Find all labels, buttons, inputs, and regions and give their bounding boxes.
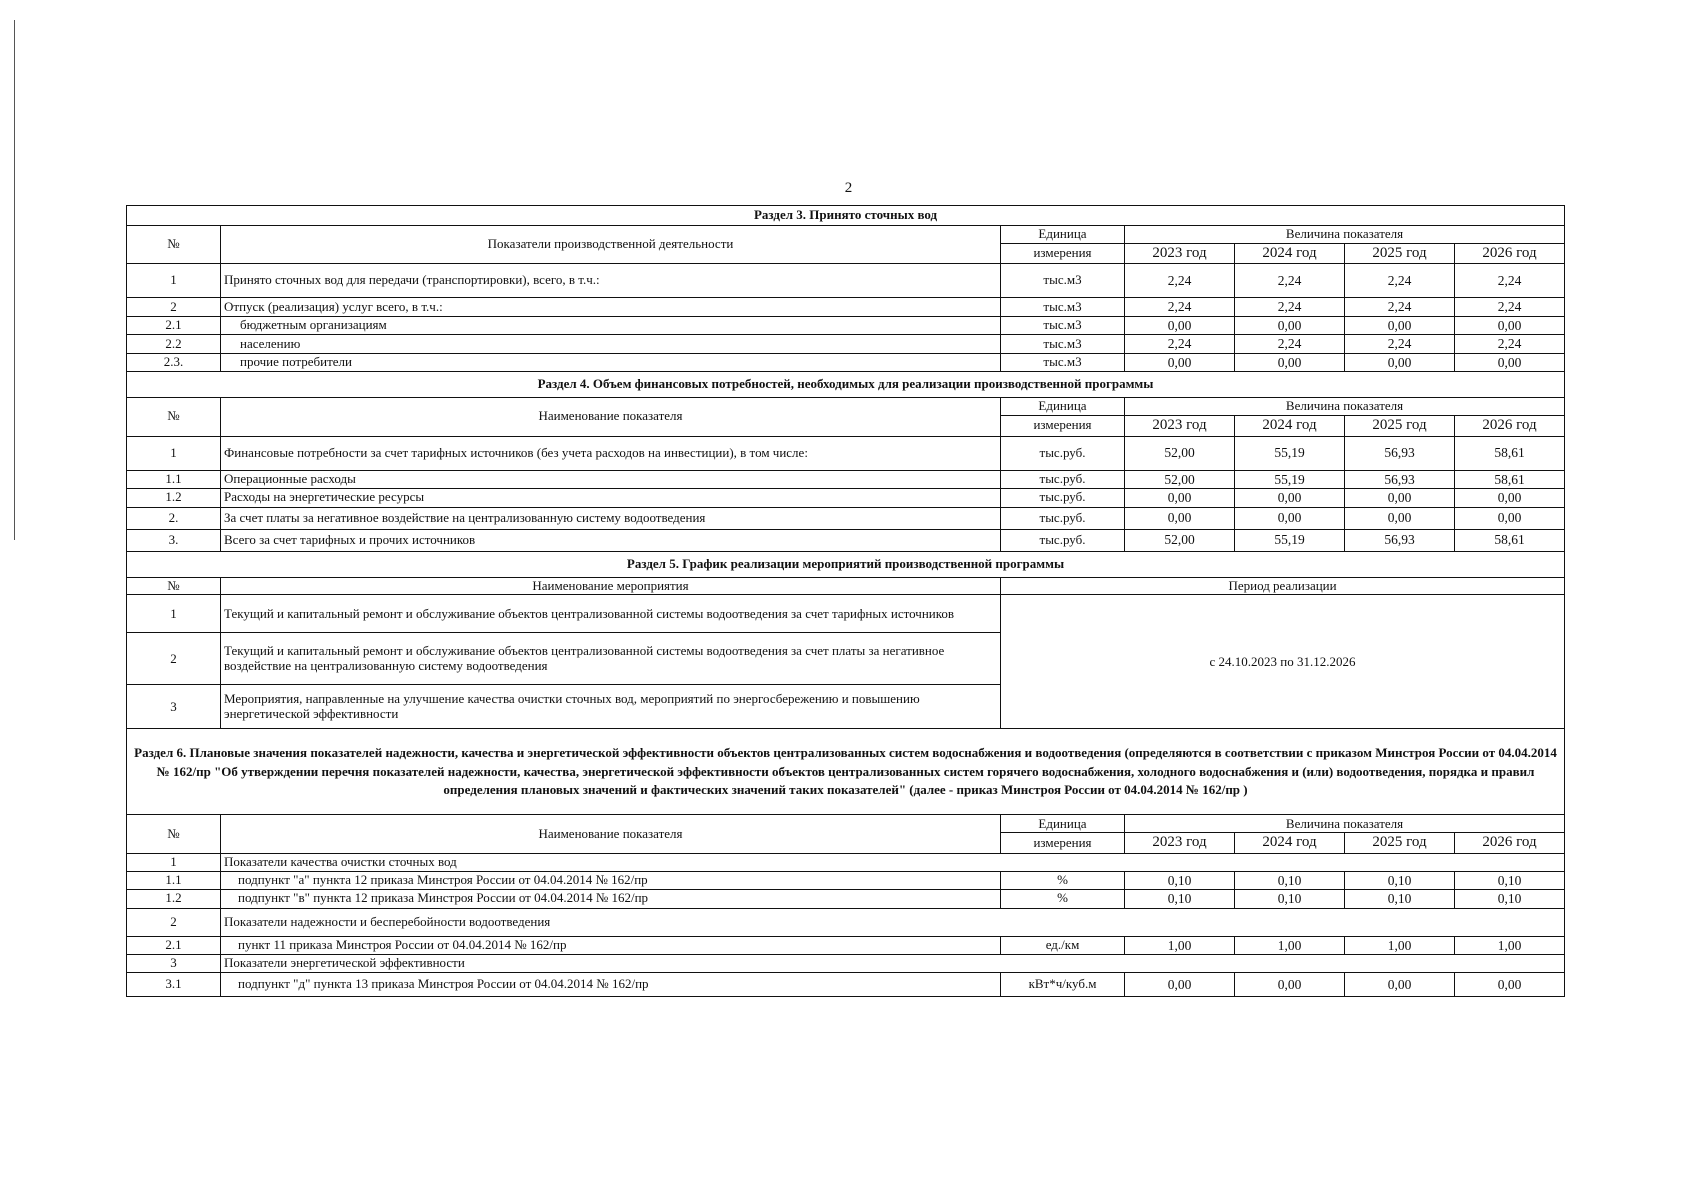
row-value: 0,10 bbox=[1125, 890, 1235, 909]
section6-header-row bbox=[127, 815, 1565, 833]
row-value: 0,00 bbox=[1235, 353, 1345, 372]
row-name-text: пункт 11 приказа Минстроя России от 04.04.2014 № 162/пр bbox=[238, 936, 567, 952]
section3-year: 2025 год bbox=[1345, 244, 1455, 264]
row-unit: % bbox=[1001, 890, 1125, 909]
row-name: Финансовые потребности за счет тарифных источников (без учета расходов на инвестиции), в том числе: bbox=[221, 436, 1001, 470]
table-row-group bbox=[127, 908, 1565, 936]
row-unit: тыс.м3 bbox=[1001, 316, 1125, 335]
row-value: 0,00 bbox=[1125, 507, 1235, 529]
row-value: 1,00 bbox=[1345, 936, 1455, 955]
row-value: 0,10 bbox=[1455, 871, 1565, 890]
row-name bbox=[221, 890, 1001, 909]
section6-year: 2026 год bbox=[1455, 833, 1565, 853]
row-value: 0,00 bbox=[1125, 489, 1235, 508]
table-row bbox=[127, 436, 1565, 470]
section6-header-unit-line2: измерения bbox=[1001, 833, 1125, 853]
row-num: 1.2 bbox=[127, 489, 221, 508]
document-sheet bbox=[126, 205, 1564, 997]
row-value: 0,10 bbox=[1455, 890, 1565, 909]
row-unit: тыс.руб. bbox=[1001, 529, 1125, 551]
row-name bbox=[221, 936, 1001, 955]
row-value: 2,24 bbox=[1345, 298, 1455, 317]
row-value: 0,10 bbox=[1345, 871, 1455, 890]
row-name bbox=[221, 353, 1001, 372]
table-row bbox=[127, 507, 1565, 529]
section4-title-row bbox=[127, 372, 1565, 398]
section4-header-value: Величина показателя bbox=[1125, 398, 1565, 416]
row-name: Мероприятия, направленные на улучшение качества очистки сточных вод, мероприятий по энергосбережению и повышению энергетической эффективности bbox=[221, 685, 1001, 729]
section6-header-value: Величина показателя bbox=[1125, 815, 1565, 833]
section5-title: Раздел 5. График реализации мероприятий производственной программы bbox=[127, 551, 1565, 577]
row-value: 1,00 bbox=[1455, 936, 1565, 955]
section4-title: Раздел 4. Объем финансовых потребностей, необходимых для реализации производственной программы bbox=[127, 372, 1565, 398]
row-unit: тыс.руб. bbox=[1001, 489, 1125, 508]
row-name-text: подпункт "д" пункта 13 приказа Минстроя России от 04.04.2014 № 162/пр bbox=[238, 976, 649, 992]
row-value: 2,24 bbox=[1345, 335, 1455, 354]
row-name: Отпуск (реализация) услуг всего, в т.ч.: bbox=[221, 298, 1001, 317]
row-value: 52,00 bbox=[1125, 436, 1235, 470]
table-row bbox=[127, 298, 1565, 317]
row-name: Текущий и капитальный ремонт и обслуживание объектов централизованной системы водоотведения за счет платы за негативное воздействие на централизованную систему водоотведения bbox=[221, 633, 1001, 685]
row-num: 1 bbox=[127, 264, 221, 298]
page-number: 2 bbox=[844, 180, 853, 196]
row-value: 52,00 bbox=[1125, 529, 1235, 551]
row-unit: тыс.руб. bbox=[1001, 436, 1125, 470]
row-value: 58,61 bbox=[1455, 470, 1565, 489]
row-value: 0,00 bbox=[1345, 316, 1455, 335]
row-value: 1,00 bbox=[1125, 936, 1235, 955]
table-row bbox=[127, 595, 1565, 633]
section5-header-name: Наименование мероприятия bbox=[221, 577, 1001, 595]
row-num: 1 bbox=[127, 595, 221, 633]
row-value: 0,10 bbox=[1235, 890, 1345, 909]
row-value: 0,10 bbox=[1345, 890, 1455, 909]
section3-header-unit-line2: измерения bbox=[1001, 244, 1125, 264]
section5-header-row bbox=[127, 577, 1565, 595]
row-num: 3. bbox=[127, 529, 221, 551]
row-unit: тыс.руб. bbox=[1001, 470, 1125, 489]
table-row bbox=[127, 316, 1565, 335]
row-value: 52,00 bbox=[1125, 470, 1235, 489]
section3-title: Раздел 3. Принято сточных вод bbox=[127, 206, 1565, 226]
row-value: 0,00 bbox=[1125, 973, 1235, 997]
row-value: 56,93 bbox=[1345, 529, 1455, 551]
table-row bbox=[127, 264, 1565, 298]
row-name: Принято сточных вод для передачи (транспортировки), всего, в т.ч.: bbox=[221, 264, 1001, 298]
section3-year: 2026 год bbox=[1455, 244, 1565, 264]
row-unit: тыс.м3 bbox=[1001, 353, 1125, 372]
row-num: 1.2 bbox=[127, 890, 221, 909]
table-row bbox=[127, 335, 1565, 354]
section5-header-num: № bbox=[127, 577, 221, 595]
row-value: 0,00 bbox=[1345, 507, 1455, 529]
section3-header-name: Показатели производственной деятельности bbox=[221, 226, 1001, 264]
row-value: 0,00 bbox=[1125, 353, 1235, 372]
row-value: 0,00 bbox=[1455, 353, 1565, 372]
row-value: 2,24 bbox=[1455, 298, 1565, 317]
section4-header-num: № bbox=[127, 398, 221, 436]
row-value: 55,19 bbox=[1235, 470, 1345, 489]
row-num: 2 bbox=[127, 298, 221, 317]
row-unit: кВт*ч/куб.м bbox=[1001, 973, 1125, 997]
section6-header-name: Наименование показателя bbox=[221, 815, 1001, 853]
section3-header-row bbox=[127, 226, 1565, 244]
row-value: 56,93 bbox=[1345, 470, 1455, 489]
section4-year: 2023 год bbox=[1125, 416, 1235, 436]
row-value: 0,00 bbox=[1125, 316, 1235, 335]
section6-title-row bbox=[127, 729, 1565, 815]
row-name-text: прочие потребители bbox=[240, 354, 352, 370]
section3-year: 2023 год bbox=[1125, 244, 1235, 264]
row-num: 2.1 bbox=[127, 936, 221, 955]
row-value: 2,24 bbox=[1125, 264, 1235, 298]
row-value: 0,00 bbox=[1235, 316, 1345, 335]
section5-title-row bbox=[127, 551, 1565, 577]
table-row bbox=[127, 871, 1565, 890]
section4-year: 2024 год bbox=[1235, 416, 1345, 436]
row-value: 2,24 bbox=[1455, 264, 1565, 298]
section4-header-row bbox=[127, 398, 1565, 416]
section3-title-row bbox=[127, 206, 1565, 226]
row-unit: ед./км bbox=[1001, 936, 1125, 955]
row-num: 2.3. bbox=[127, 353, 221, 372]
section4-header-unit-line1: Единица bbox=[1001, 398, 1125, 416]
row-value: 0,00 bbox=[1345, 973, 1455, 997]
row-value: 0,10 bbox=[1125, 871, 1235, 890]
row-value: 0,00 bbox=[1455, 973, 1565, 997]
row-name-text: бюджетным организациям bbox=[240, 317, 387, 333]
table-row-group bbox=[127, 955, 1565, 973]
section6-title: Раздел 6. Плановые значения показателей надежности, качества и энергетической эффективности объектов централизованных систем водоснабжения и водоотведения (определяются в соответствии с приказом Минстроя России от 04.04.2014 № 162/пр "Об утверждении перечня показателей надежности, качества, энергетической эффективности объектов централизованных систем горячего водоснабжения, холодного водоснабжения и (или) водоотведения, порядка и правил определения плановых значений и фактических значений таких показателей" (далее - приказ Минстроя России от 04.04.2014 № 162/пр ) bbox=[127, 729, 1565, 815]
table-row bbox=[127, 890, 1565, 909]
row-value: 0,00 bbox=[1455, 507, 1565, 529]
section6-year: 2023 год bbox=[1125, 833, 1235, 853]
section5-header-period: Период реализации bbox=[1001, 577, 1565, 595]
section4-header-name: Наименование показателя bbox=[221, 398, 1001, 436]
row-value: 55,19 bbox=[1235, 436, 1345, 470]
section6-year: 2025 год bbox=[1345, 833, 1455, 853]
row-value: 0,00 bbox=[1455, 316, 1565, 335]
section3-header-unit-line1: Единица bbox=[1001, 226, 1125, 244]
row-name: За счет платы за негативное воздействие на централизованную систему водоотведения bbox=[221, 507, 1001, 529]
section3-header-value: Величина показателя bbox=[1125, 226, 1565, 244]
table-row bbox=[127, 973, 1565, 997]
row-name-text: подпункт "а" пункта 12 приказа Минстроя России от 04.04.2014 № 162/пр bbox=[238, 871, 648, 887]
table-row bbox=[127, 470, 1565, 489]
row-value: 0,00 bbox=[1235, 489, 1345, 508]
row-value: 0,00 bbox=[1235, 973, 1345, 997]
row-unit: тыс.руб. bbox=[1001, 507, 1125, 529]
row-unit: % bbox=[1001, 871, 1125, 890]
row-value: 58,61 bbox=[1455, 529, 1565, 551]
row-name: Всего за счет тарифных и прочих источников bbox=[221, 529, 1001, 551]
row-num: 1 bbox=[127, 853, 221, 871]
row-unit: тыс.м3 bbox=[1001, 298, 1125, 317]
row-value: 55,19 bbox=[1235, 529, 1345, 551]
row-value: 2,24 bbox=[1235, 335, 1345, 354]
row-name bbox=[221, 335, 1001, 354]
row-name: Расходы на энергетические ресурсы bbox=[221, 489, 1001, 508]
row-name: Текущий и капитальный ремонт и обслуживание объектов централизованной системы водоотведения за счет тарифных источников bbox=[221, 595, 1001, 633]
row-num: 3 bbox=[127, 685, 221, 729]
table-row bbox=[127, 353, 1565, 372]
row-value: 2,24 bbox=[1235, 264, 1345, 298]
row-num: 1.1 bbox=[127, 470, 221, 489]
section4-year: 2026 год bbox=[1455, 416, 1565, 436]
row-name bbox=[221, 871, 1001, 890]
section4-year: 2025 год bbox=[1345, 416, 1455, 436]
section4-header-unit-line2: измерения bbox=[1001, 416, 1125, 436]
row-value: 2,24 bbox=[1235, 298, 1345, 317]
row-value: 2,24 bbox=[1455, 335, 1565, 354]
row-num: 2 bbox=[127, 633, 221, 685]
section6-year: 2024 год bbox=[1235, 833, 1345, 853]
row-num: 3.1 bbox=[127, 973, 221, 997]
table-row bbox=[127, 529, 1565, 551]
row-value: 0,00 bbox=[1345, 489, 1455, 508]
row-unit: тыс.м3 bbox=[1001, 335, 1125, 354]
row-value: 0,00 bbox=[1235, 507, 1345, 529]
section3-year: 2024 год bbox=[1235, 244, 1345, 264]
section3-header-num: № bbox=[127, 226, 221, 264]
row-value: 1,00 bbox=[1235, 936, 1345, 955]
table-row bbox=[127, 489, 1565, 508]
row-num: 2.2 bbox=[127, 335, 221, 354]
row-value: 2,24 bbox=[1125, 335, 1235, 354]
row-name bbox=[221, 316, 1001, 335]
row-name: Операционные расходы bbox=[221, 470, 1001, 489]
section6-header-num: № bbox=[127, 815, 221, 853]
program-table bbox=[126, 205, 1565, 997]
row-num: 2.1 bbox=[127, 316, 221, 335]
row-unit: тыс.м3 bbox=[1001, 264, 1125, 298]
row-name-text: подпункт "в" пункта 12 приказа Минстроя России от 04.04.2014 № 162/пр bbox=[238, 890, 649, 906]
section6-header-unit-line1: Единица bbox=[1001, 815, 1125, 833]
row-value: 58,61 bbox=[1455, 436, 1565, 470]
row-name-text: населению bbox=[240, 335, 301, 351]
row-group-name: Показатели качества очистки сточных вод bbox=[221, 853, 1565, 871]
row-group-name: Показатели энергетической эффективности bbox=[221, 955, 1565, 973]
row-value: 2,24 bbox=[1345, 264, 1455, 298]
row-value: 0,10 bbox=[1235, 871, 1345, 890]
row-value: 2,24 bbox=[1125, 298, 1235, 317]
section5-period: с 24.10.2023 по 31.12.2026 bbox=[1001, 595, 1565, 729]
row-num: 1.1 bbox=[127, 871, 221, 890]
row-num: 2 bbox=[127, 908, 221, 936]
scan-margin-line bbox=[14, 20, 15, 540]
row-group-name: Показатели надежности и бесперебойности водоотведения bbox=[221, 908, 1565, 936]
row-name bbox=[221, 973, 1001, 997]
row-value: 56,93 bbox=[1345, 436, 1455, 470]
table-row bbox=[127, 936, 1565, 955]
row-num: 1 bbox=[127, 436, 221, 470]
row-num: 3 bbox=[127, 955, 221, 973]
row-value: 0,00 bbox=[1455, 489, 1565, 508]
row-num: 2. bbox=[127, 507, 221, 529]
table-row-group bbox=[127, 853, 1565, 871]
row-value: 0,00 bbox=[1345, 353, 1455, 372]
